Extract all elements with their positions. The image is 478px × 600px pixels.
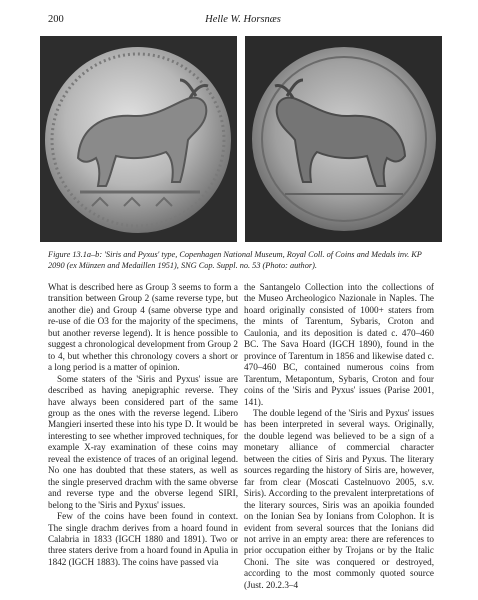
page-header: [48, 14, 438, 28]
coin-reverse-image: [245, 36, 442, 242]
figure-caption: Figure 13.1a–b: 'Siris and Pyxus' type, Copenhagen National Museum, Royal Coll. of Coins and Medals inv. KP 2090 (ex Münzen and Medaillen 1951), SNG Cop. Suppl. no. 53 (Photo: author).: [48, 250, 422, 270]
paragraph: Some staters of the 'Siris and Pyxus' issue are described as having anepigraphic reverse. They have always been considered part of the same group as the ones with the reverse legend. Libero Mangieri inserted these into his type D. It would be interesting to see whether improved techniques, for example X-ray examination of these coins may reveal the existence of traces of an original legend. No one has doubted that these staters, as well as the single preserved drachm with the same obverse and reverse type and the obverse legend SIRI, belong to the 'Siris and Pyxus' issues.: [48, 373, 238, 510]
paragraph: The double legend of the 'Siris and Pyxus' issues has been interpreted in several ways. Originally, the double legend was believed to be a sign of a monetary alliance of commercial character between the cities of Siris and Pyxus. The literary sources regarding the history of Siris are, however, far from clear (Moscati Castelnuovo 2005, s.v. Siris). According to the prevalent interpretations of the literary sources, Siris was an apoikia founded on the Ionian Sea by Ionians from Colophon. It is evident from several sources that the Ionians did not arrive in an empty area: there are references to prior occupation either by Trojans or by the Italic Choni. The site was conquered or destroyed, according to the most commonly quoted source (Just. 20.2.3–4: [244, 407, 434, 590]
running-head: Helle W. Horsnæs: [205, 14, 281, 25]
paragraph: the Santangelo Collection into the collections of the Museo Archeologico Nazionale in Naples. The hoard originally consisted of 1000+ staters from the mints of Tarentum, Sybaris, Croton and Caulonia, and its deposition is dated c. 470–460 BC. The Sava Hoard (IGCH 1890), found in the province of Tarentum in 1856 and likewise dated c. 470–460 BC, contained numerous coins from Tarentum, Metapontum, Sybaris, Croton and four coins of the 'Siris and Pyxus' issues (Parise 2001, 141).: [244, 282, 434, 407]
coin-reverse-photo: [245, 36, 442, 242]
page-number: 200: [48, 14, 64, 25]
paragraph: Few of the coins have been found in context. The single drachm derives from a hoard found in Calabria in 1833 (IGCH 1880 and 1891). Two or three staters derive from a hoard found in Apulia in 1842 (IGCH 1883). The coins have passed via: [48, 511, 238, 567]
body-column-right: [244, 282, 434, 591]
coin-figure: [40, 36, 442, 242]
body-column-left: [48, 282, 238, 568]
coin-obverse-photo: [40, 36, 237, 242]
paragraph: What is described here as Group 3 seems to form a transition between Group 2 (same reverse type, but another die) and Group 4 (same obverse type and re-use of die O3 for the majority of the specimens, but another reverse legend). It is hence possible to suggest a chronological development from Group 2 to 4, but whether this chronology covers a short or a long period is a matter of opinion.: [48, 282, 238, 373]
coin-obverse-image: [40, 36, 237, 242]
